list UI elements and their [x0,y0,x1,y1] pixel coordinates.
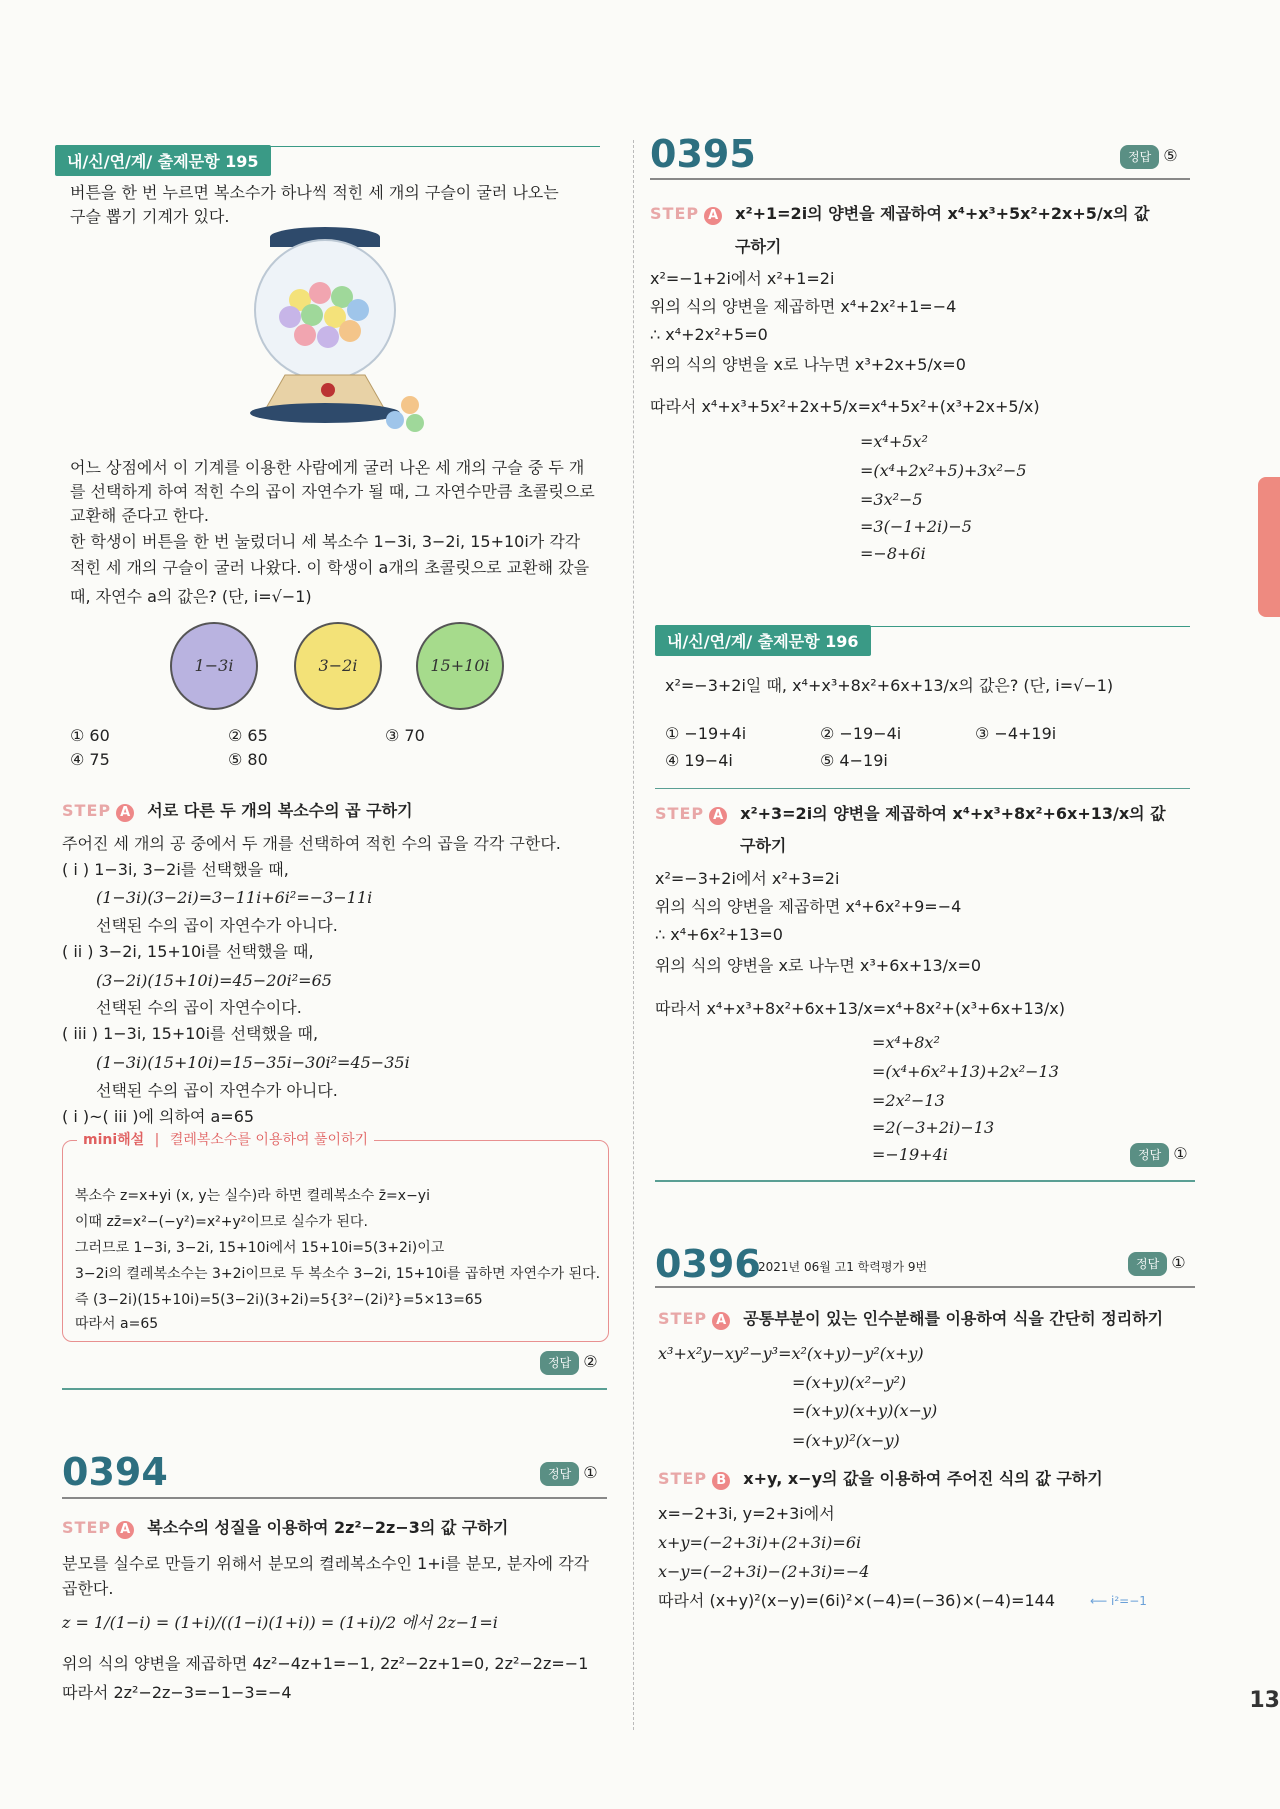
r-sol4-line-1: x=−2+3i, y=2+3i에서 [658,1504,835,1523]
r-sol1-line-5: 따라서 x⁴+x³+5x²+2x+5/x=x⁴+5x²+(x³+2x+5/x) [650,397,1040,416]
sol-line-1: 주어진 세 개의 공 중에서 두 개를 선택하여 적힌 수의 곱을 각각 구한다. [62,834,561,853]
gumball-machine-illustration [220,225,450,440]
ball-1: 1−3i [170,622,258,710]
banner-196 [655,625,871,656]
r-step-a2-title-2: 구하기 [740,836,787,855]
problem-line-4: 한 학생이 버튼을 한 번 눌렀더니 세 복소수 1−3i, 3−2i, 15+10i가 각각 [70,532,581,551]
banner-196-label: 내/신/연/계/ 출제문항 196 [655,625,871,656]
sol-line-4: 선택된 수의 곱이 자연수가 아니다. [96,916,338,935]
r-choice-5: ⑤ 4−19i [820,751,888,770]
header-rule-0394 [62,1497,607,1499]
problem-line-6: 때, 자연수 a의 값은? (단, i=√−1) [70,587,312,606]
problem-line-2: 를 선택하게 하여 적힌 수의 곱이 자연수가 될 때, 그 자연수만큼 초콜릿으로 [70,482,595,501]
r-sol1-line-1: x²=−1+2i에서 x²+1=2i [650,269,835,288]
r-sol2-line-5: 따라서 x⁴+x³+8x²+6x+13/x=x⁴+8x²+(x³+6x+13/x) [655,999,1065,1018]
banner-195 [55,145,271,176]
r-sol3-line-1: x³+x²y−xy²−y³=x²(x+y)−y²(x+y) [658,1344,924,1363]
step-a-title: 서로 다른 두 개의 복소수의 곱 구하기 [147,801,413,820]
r-sol1-line-10: =−8+6i [860,544,926,563]
banner-196-line [860,626,1190,627]
r-step-b-heading [658,1468,1103,1490]
choice-3: ③ 70 [385,726,425,745]
answer-0396 [1128,1252,1186,1276]
problem-line-1: 어느 상점에서 이 기계를 이용한 사람에게 굴러 나온 세 개의 구슬 중 두 개 [70,458,585,477]
mini-line-2: 이때 zz̄=x²−(−y²)=x²+y²이므로 실수가 된다. [75,1214,368,1230]
r-sol2-line-9: =2(−3+2i)−13 [872,1118,995,1137]
problem-number-0396: 0396 [655,1242,761,1286]
sol-line-10: 선택된 수의 곱이 자연수가 아니다. [96,1081,338,1100]
sol-line-8: ( iii ) 1−3i, 15+10i를 선택했을 때, [62,1024,319,1043]
column-divider [633,140,634,1730]
problem-0396-source: 2021년 06월 고1 학력평가 9번 [758,1260,928,1274]
step-a-badge: A [116,1521,134,1539]
choice-2: ② 65 [228,726,268,745]
r-sol1-line-2: 위의 식의 양변을 제곱하면 x⁴+2x²+1=−4 [650,297,957,316]
mini-header: mini해설 | 켤레복소수를 이용하여 풀이하기 [77,1129,374,1149]
q196-text: x²=−3+2i일 때, x⁴+x³+8x²+6x+13/x의 값은? (단, i=√−1) [665,676,1114,695]
r-sol1-line-3: ∴ x⁴+2x²+5=0 [650,325,768,344]
sol-line-9: (1−3i)(15+10i)=15−35i−30i²=45−35i [96,1053,410,1072]
section-divider-196 [655,788,1190,789]
sol-line-2: ( i ) 1−3i, 3−2i를 선택했을 때, [62,860,289,879]
banner-195-label: 내/신/연/계/ 출제문항 195 [55,145,271,176]
r-step-a2-heading [655,803,1166,825]
chapter-tab [1258,477,1280,617]
r-sol1-line-8: =3x²−5 [860,490,923,509]
r-sol2-line-2: 위의 식의 양변을 제곱하면 x⁴+6x²+9=−4 [655,897,962,916]
mini-line-3: 그러므로 1−3i, 3−2i, 15+10i에서 15+10i=5(3+2i)이고 [75,1240,445,1256]
step-a-badge: A [709,807,727,825]
answer-label: 정답 [540,1351,579,1375]
r-sol4-line-2: x+y=(−2+3i)+(2+3i)=6i [658,1533,862,1552]
step-a-badge: A [704,207,722,225]
sol-line-11: ( i )~( iii )에 의하여 a=65 [62,1107,255,1126]
mini-line-5: 즉 (3−2i)(15+10i)=5(3−2i)(3+2i)=5{3²−(2i)²}=5×13=65 [75,1292,483,1308]
step-a-heading [62,800,413,822]
answer-195 [540,1351,598,1375]
r-sol2-line-1: x²=−3+2i에서 x²+3=2i [655,869,840,888]
r-step-a-heading [650,203,1150,225]
r-sol1-line-6: =x⁴+5x² [860,432,928,451]
answer-value: ① [583,1463,598,1482]
sol2-line-3: z = 1/(1−i) = (1+i)/((1−i)(1+i)) = (1+i)/2 에서 2z−1=i [62,1613,498,1632]
r-choice-1: ① −19+4i [665,724,747,743]
r-sol3-line-3: =(x+y)(x+y)(x−y) [792,1401,938,1420]
note-arrow [1090,1590,1147,1612]
answer-label: 정답 [1130,1143,1169,1167]
step-label: STEP [62,801,112,820]
r-sol2-line-4: 위의 식의 양변을 x로 나누면 x³+6x+13/x=0 [655,956,982,975]
step-label: STEP [62,1518,112,1537]
r-sol4-line-4: 따라서 (x+y)²(x−y)=(6i)²×(−4)=(−36)×(−4)=144 [658,1591,1056,1610]
r-choice-2: ② −19−4i [820,724,902,743]
problem-number-0395: 0395 [650,132,756,176]
section-divider-2 [655,1180,1195,1182]
page-number: 13 [1249,1688,1280,1713]
header-rule-0395 [650,178,1190,180]
sol-line-7: 선택된 수의 곱이 자연수이다. [96,998,302,1017]
r-sol1-line-4: 위의 식의 양변을 x로 나누면 x³+2x+5/x=0 [650,355,966,374]
r-step-a3-title: 공통부분이 있는 인수분해를 이용하여 식을 간단히 정리하기 [743,1309,1164,1328]
answer-value: ① [1173,1144,1188,1163]
answer-label: 정답 [1128,1252,1167,1276]
intro-line-1: 버튼을 한 번 누르면 복소수가 하나씩 적힌 세 개의 구슬이 굴러 나오는 [70,183,559,202]
r-step-b-title: x+y, x−y의 값을 이용하여 주어진 식의 값 구하기 [743,1469,1103,1488]
sol-line-6: (3−2i)(15+10i)=45−20i²=65 [96,971,332,990]
header-rule-0396 [655,1286,1195,1288]
sol2-line-1: 분모를 실수로 만들기 위해서 분모의 켤레복소수인 1+i를 분모, 분자에 각각 [62,1554,590,1573]
mini-explanation-box [62,1132,609,1342]
note-text: i²=−1 [1111,1594,1147,1608]
mini-line-1: 복소수 z=x+yi (x, y는 실수)라 하면 켤레복소수 z̄=x−yi [75,1188,430,1204]
mini-title: 켤레복소수를 이용하여 풀이하기 [169,1132,369,1148]
r-step-a2-title-1: x²+3=2i의 양변을 제곱하여 x⁴+x³+8x²+6x+13/x의 값 [740,804,1166,823]
r-sol2-line-3: ∴ x⁴+6x²+13=0 [655,925,783,944]
r-sol2-line-7: =(x⁴+6x²+13)+2x²−13 [872,1062,1059,1081]
r-sol2-line-8: =2x²−13 [872,1091,945,1110]
problem-line-3: 교환해 준다고 한다. [70,506,209,525]
step-label: STEP [658,1309,708,1328]
r-sol2-line-10: =−19+4i [872,1145,948,1164]
r-sol1-line-7: =(x⁴+2x²+5)+3x²−5 [860,461,1027,480]
answer-value: ⑤ [1163,146,1178,165]
mini-label: mini해설 [83,1132,145,1148]
r-choice-4: ④ 19−4i [665,751,733,770]
step-a2-title: 복소수의 성질을 이용하여 2z²−2z−3의 값 구하기 [147,1518,509,1537]
banner-195-line [250,146,600,147]
step-a2-heading [62,1517,508,1539]
problem-number-0394: 0394 [62,1450,168,1494]
section-divider-1 [62,1388,607,1390]
answer-0395 [1120,145,1178,169]
ball-2: 3−2i [294,622,382,710]
problem-line-5: 적힌 세 개의 구슬이 굴러 나왔다. 이 학생이 a개의 초콜릿으로 교환해 갔을 [70,558,590,577]
sol-line-3: (1−3i)(3−2i)=3−11i+6i²=−3−11i [96,888,373,907]
sol-line-5: ( ii ) 3−2i, 15+10i를 선택했을 때, [62,942,314,961]
answer-0394 [540,1462,598,1486]
choice-4: ④ 75 [70,750,110,769]
answer-label: 정답 [1120,145,1159,169]
r-sol1-line-9: =3(−1+2i)−5 [860,517,972,536]
r-choice-3: ③ −4+19i [975,724,1057,743]
step-label: STEP [655,804,705,823]
intro-line-2: 구슬 뽑기 기계가 있다. [70,207,230,226]
answer-value: ① [1171,1253,1186,1272]
left-arrow-icon: ⟵ [1090,1594,1112,1608]
answer-label: 정답 [540,1462,579,1486]
mini-line-4: 3−2i의 켤레복소수는 3+2i이므로 두 복소수 3−2i, 15+10i를 곱하면 자연수가 된다. [75,1266,601,1282]
ball-3: 15+10i [416,622,504,710]
mini-line-6: 따라서 a=65 [75,1316,159,1332]
step-a-badge: A [116,804,134,822]
r-step-a-title-2: 구하기 [735,237,782,256]
r-sol4-line-3: x−y=(−2+3i)−(2+3i)=−4 [658,1562,870,1581]
choice-1: ① 60 [70,726,110,745]
r-sol2-line-6: =x⁴+8x² [872,1033,940,1052]
choice-5: ⑤ 80 [228,750,268,769]
answer-value: ② [583,1352,598,1371]
step-a-badge: A [712,1312,730,1330]
sol2-line-2: 곱한다. [62,1579,114,1598]
r-step-a-title-1: x²+1=2i의 양변을 제곱하여 x⁴+x³+5x²+2x+5/x의 값 [735,204,1150,223]
r-sol3-line-4: =(x+y)²(x−y) [792,1431,900,1450]
step-label: STEP [658,1469,708,1488]
step-b-badge: B [712,1472,730,1490]
sol2-line-5: 따라서 2z²−2z−3=−1−3=−4 [62,1683,292,1702]
step-label: STEP [650,204,700,223]
r-sol3-line-2: =(x+y)(x²−y²) [792,1373,907,1392]
answer-196 [1130,1143,1188,1167]
r-step-a3-heading [658,1308,1163,1330]
sol2-line-4: 위의 식의 양변을 제곱하면 4z²−4z+1=−1, 2z²−2z+1=0, 2z²−2z=−1 [62,1654,589,1673]
